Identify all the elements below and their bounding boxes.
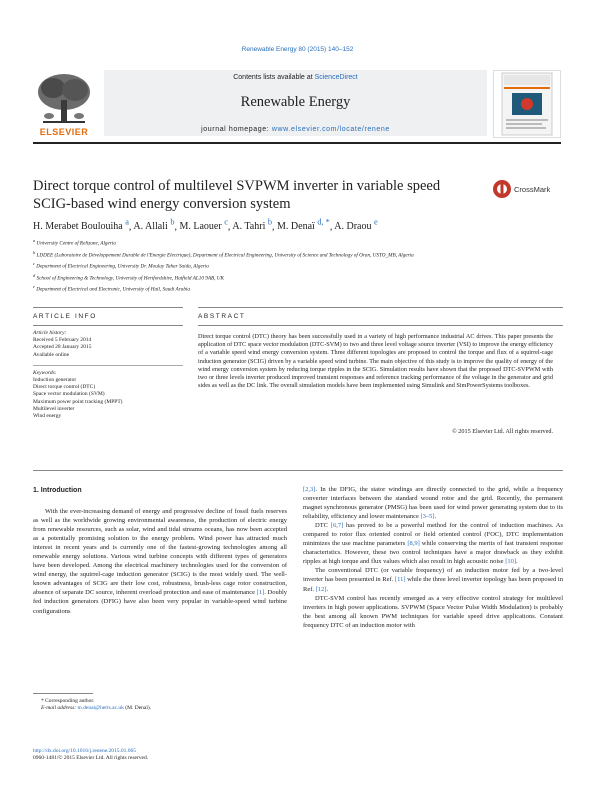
keyword: Multilevel inverter [33, 405, 75, 412]
author[interactable]: M. Denaï $^{d, *}$ [277, 218, 330, 233]
article-info-heading: ARTICLE INFO [33, 313, 97, 320]
contents-line [104, 74, 487, 81]
citation-link[interactable]: [1] [256, 589, 265, 597]
sciencedirect-link[interactable]: ScienceDirect [314, 74, 358, 81]
paragraph: With the ever-increasing demand of energy and progressive decline of fossil fuels reserves as well as the worldwide growing environmental awareness, the production of electric energy from renewable resources, such as solar, wind and tidal streams oceans, has now been accepted as a potentially promising solution to the energy problem. Wind power has attracted much interest in recent years and is currently one of the fastest-growing technologies among all renewable energy solutions. Various wind turbine concepts with different types of generators have been developed. Among the electrical machinery technologies used for the conversion of wind energy, the squirrel-cage induction generator (SCIG) is the most widely used. The well-known advantages of SCIG are their low cost, robustness, brush-less cage rotor construction, absence of separate DC source, inherent overload protection and ease of maintenance [1]. Doubly fed induction generators (DFIG) have also been very popular in variable-speed wind turbine configurations [33, 508, 288, 615]
abstract-heading: ABSTRACT [198, 313, 246, 320]
affiliation: $^b$ LDDEE (Laboratoire de Développement Durable de l'Energie Electrique), Department of Electrical Engineering, University of Science and Technology of Oran, USTO_MB, Algeria [33, 249, 414, 259]
citation-link[interactable]: [10] [505, 558, 517, 566]
corresponding-author-note: * Corresponding author. [41, 698, 95, 704]
author-list: H. Merabet Boulouiha $^a$, A. Allali $^b$, M. Laouer $^c$, A. Tahri $^b$, M. Denaï $^{d, *}$, A. Draou $^e$ [33, 218, 378, 233]
abstract-copyright: © 2015 Elsevier Ltd. All rights reserved. [452, 428, 553, 435]
footnote-divider [33, 693, 93, 694]
homepage-link[interactable]: www.elsevier.com/locate/renene [271, 126, 390, 133]
citation-link[interactable]: [8,9] [407, 540, 420, 548]
divider [33, 325, 183, 326]
citation-link[interactable]: [6,7] [330, 522, 344, 530]
affiliation: $^a$ University Centre of Relizane, Algeria [33, 238, 116, 247]
email-label: E-mail address: [41, 705, 78, 712]
issn-line: 0960-1481/© 2015 Elsevier Ltd. All rights reserved. [33, 755, 149, 762]
keyword: Maximum power point tracking (MPPT) [33, 398, 123, 405]
contents-prefix: Contents lists available at [233, 74, 315, 81]
section-heading-introduction: 1. Introduction [33, 487, 82, 494]
paragraph: DTC-SVM control has recently emerged as a very effective control strategy for multilevel inverters in high power applications. SVPWM (Space Vector Pulse Width Modulation) is probably the best among all known PWM techniques for variable speed drive applications. Constant frequency DTC of an induction motor with [303, 594, 563, 629]
divider [33, 365, 183, 366]
journal-title: Renewable Energy [240, 94, 351, 110]
divider [33, 307, 183, 308]
keyword: Space vector modulation (SVM) [33, 391, 105, 398]
keywords-label: Keywords: [33, 369, 57, 376]
crossmark-icon[interactable] [491, 178, 551, 200]
homepage-prefix: journal homepage: [201, 126, 272, 133]
elsevier-tree-logo[interactable] [33, 70, 95, 134]
journal-homepage [104, 126, 487, 133]
email-link[interactable]: m.denai@herts.ac.uk [77, 705, 124, 712]
affiliations [33, 237, 563, 295]
publisher-logo-text: ELSEVIER [39, 127, 89, 137]
doi-block [33, 748, 333, 762]
citation-link[interactable]: [2,3] [303, 486, 316, 493]
journal-cover-thumbnail[interactable] [493, 70, 561, 138]
author[interactable]: M. Laouer $^c$ [179, 218, 228, 233]
abstract-text: Direct torque control (DTC) theory has been successfully used in a variety of high performance industrial AC drives. This paper presents the application of DTC space vector modulation (DTC-SVM) to two and three level voltage source inverter (VSI) to improve the energy efficiency of a variable speed wind energy conversion system. Three different topologies are proposed to control the torque and flux of a squirrel-cage induction generator (SCIG) driven by a variable speed wind turbine. The main objective of this study is to improve the quality of energy of the wind energy conversion system by reducing torque ripples in the SCIG. Simulation results have shown that the proposed DTC-SVPWM with two or three levels inverter produced improved transient responses and reference tracking performance of the voltage in the generator and grid sides as well as the DC link. The overall simulation models have been implemented using Simulink and SimPowerSystems toolboxes. [198, 333, 553, 390]
keyword: Induction generator [33, 377, 77, 384]
paragraph: The conventional DTC (or variable frequency) of an induction motor fed by a two-level inverter has been presented in Ref. [11] while the three level inverter topology has been proposed in Ref. [12]. [303, 567, 563, 593]
footnotes [33, 698, 287, 712]
body-column-left [33, 507, 287, 616]
journal-reference[interactable]: Renewable Energy 80 (2015) 140–152 [241, 46, 354, 53]
divider [198, 307, 563, 308]
crossmark-label: CrossMark [514, 185, 551, 194]
paragraph: [2,3]. In the DFIG, the stator windings are directly connected to the grid, while a frequency converter interfaces between the standard wound rotor and the grid. Recently, the permanent magnet synchronous generator (PMSG) has been used for wind power generating system due to its reliability, efficiency and lower maintenance [3–5]. [303, 486, 563, 521]
affiliation: $^e$ Department of Electrical and Electronic, University of Hail, Saudi Arabia [33, 284, 190, 293]
divider [198, 325, 563, 326]
history-item: Available online [33, 351, 70, 358]
author[interactable]: A. Tahri $^b$ [232, 218, 273, 233]
body-column-right [303, 485, 563, 630]
affiliation: $^c$ Department of Electrical Engineering, University Dr. Moulay Tahar Saida, Algeria [33, 261, 209, 270]
keyword: Wind energy [33, 413, 62, 420]
history-item: Received 5 February 2014 [33, 337, 92, 344]
affiliation: $^d$ School of Engineering & Technology, University of Hertfordshire, Hatfield AL10 9AB, UK [33, 272, 224, 282]
doi-link[interactable]: http://dx.doi.org/10.1016/j.renene.2015.01.065 [33, 748, 137, 754]
history-item: Accepted 28 January 2015 [33, 344, 92, 351]
author[interactable]: A. Allali $^b$ [133, 218, 175, 233]
author[interactable]: A. Draou $^e$ [334, 218, 378, 233]
paragraph: DTC [6,7] has proved to be a powerful method for the control of induction machines. As compared to rotor flux oriented control or field oriented control (FOC), DTC implementation minimizes the use machine parameters [8,9] while conserving the merits of fast transient response characteristics. However, these two control techniques have a major drawback as they exhibit ripples at high torque and flux values which also result in high acoustic noise [10]. [303, 522, 564, 566]
article-title: Direct torque control of multilevel SVPWM inverter in variable speed SCIG-based wind energy conversion system [33, 178, 441, 212]
divider [33, 470, 563, 471]
citation-link[interactable]: [12] [315, 585, 327, 593]
history-label: Article history: [33, 330, 67, 336]
keyword: Direct torque control (DTC) [33, 384, 96, 391]
citation-link[interactable]: [3–5] [420, 513, 435, 521]
email-suffix: (M. Denaï). [123, 705, 152, 712]
citation-link[interactable]: [11] [394, 576, 406, 584]
author[interactable]: H. Merabet Boulouiha $^a$ [33, 218, 129, 233]
article-info [33, 330, 183, 420]
